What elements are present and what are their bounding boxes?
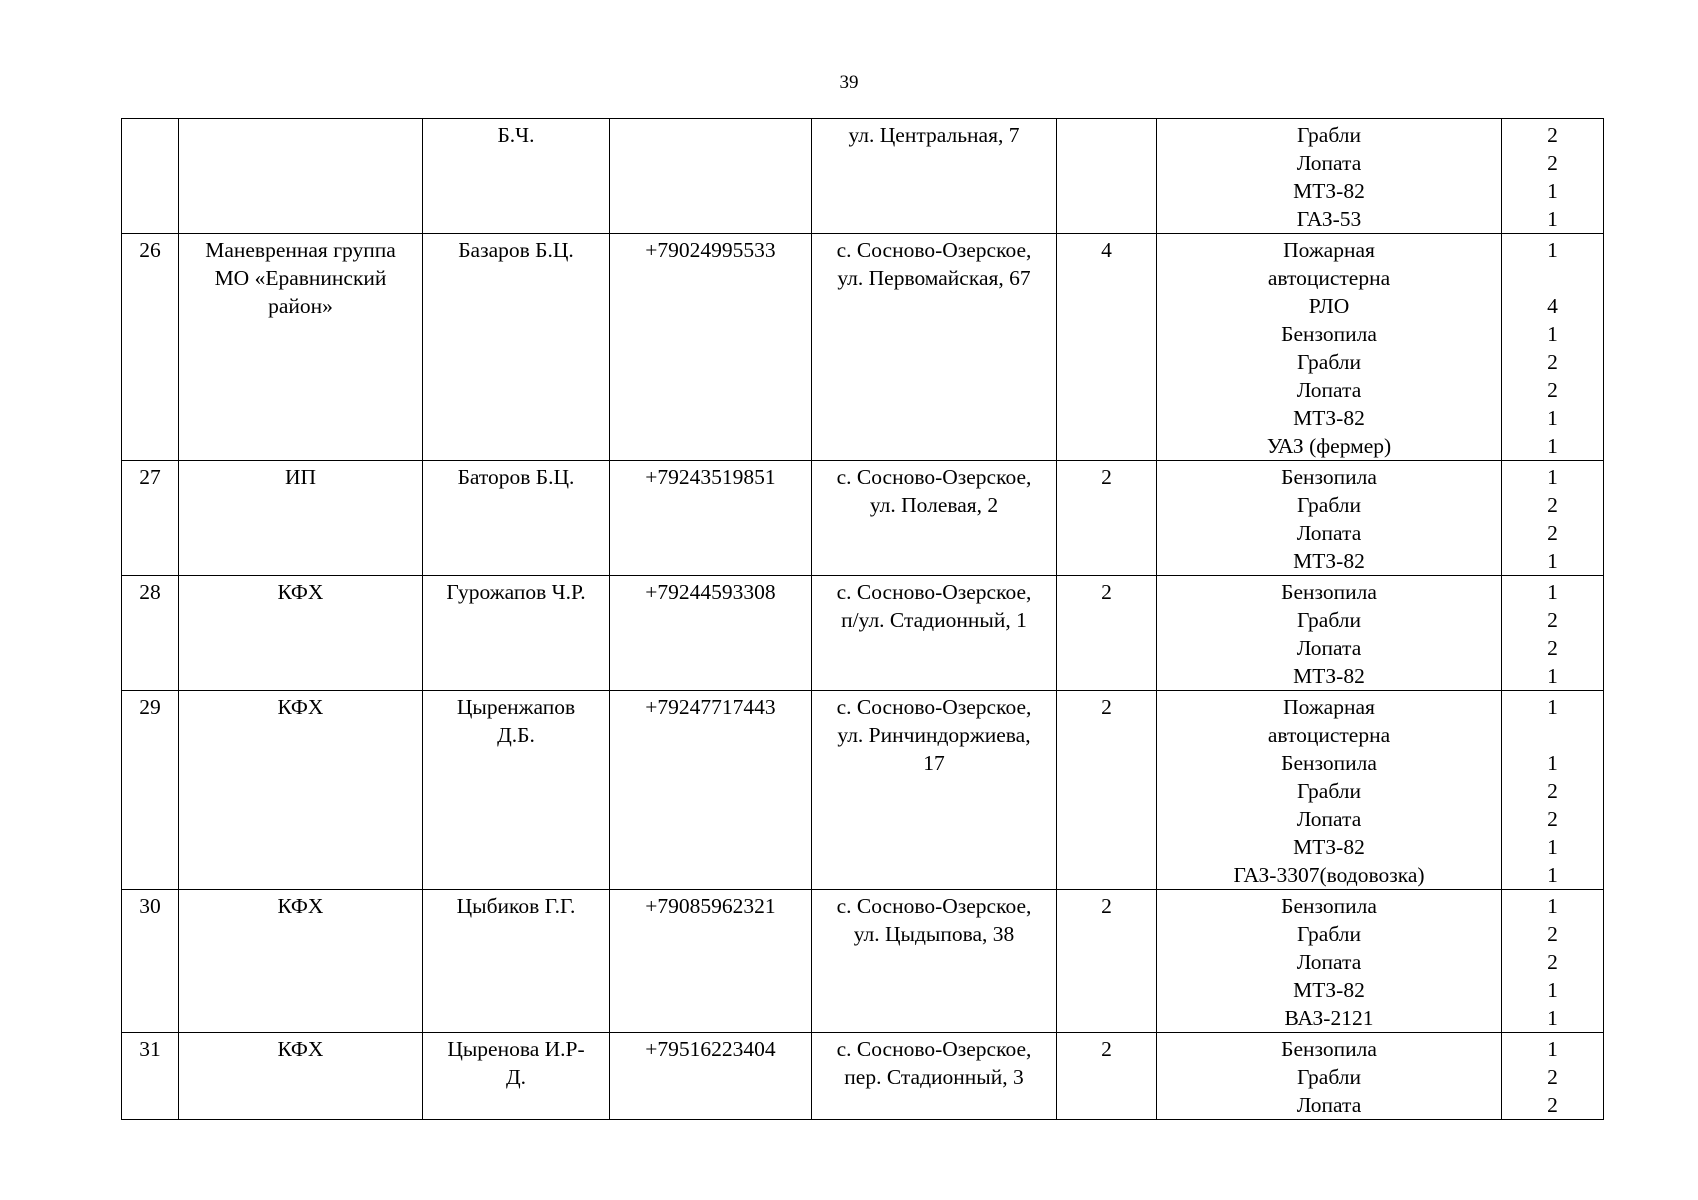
cell-equipment-line: Лопата [1296,807,1362,831]
cell-responsible-person-line: Цыренжапов [456,695,576,719]
cell-phone [610,461,812,576]
cell-quantity-line: 1 [1547,322,1558,346]
cell-phone [610,691,812,890]
cell-equipment [1157,234,1502,461]
cell-equipment-line: ВАЗ-2121 [1284,1006,1374,1030]
cell-address [812,1033,1057,1120]
cell-equipment-line: Грабли [1296,123,1361,147]
cell-address [812,119,1057,234]
cell-quantity-line: 1 [1547,580,1558,604]
cell-people-count-text: 2 [1101,1037,1112,1061]
cell-phone [610,119,812,234]
cell-quantity-line [1506,264,1599,292]
cell-quantity-line: 1 [1547,978,1558,1002]
cell-equipment-line: Лопата [1296,521,1362,545]
cell-quantity-line: 1 [1547,695,1558,719]
cell-quantity [1502,576,1604,691]
cell-organization [179,1033,423,1120]
cell-organization [179,461,423,576]
cell-quantity-line: 2 [1547,608,1558,632]
cell-organization-line: МО «Еравнинский [214,266,387,290]
cell-number [122,576,179,691]
cell-equipment-line: Лопата [1296,1093,1362,1117]
cell-equipment-line: автоцистерна [1267,266,1391,290]
cell-address-line: ул. Центральная, 7 [848,123,1020,147]
cell-address [812,890,1057,1033]
cell-organization [179,890,423,1033]
cell-equipment-line: Бензопила [1281,751,1377,775]
cell-organization [179,691,423,890]
cell-quantity-line: 1 [1547,179,1558,203]
cell-people-count [1057,234,1157,461]
cell-address-line: с. Сосново-Озерское, [836,580,1032,604]
cell-organization-line: КФХ [277,580,324,604]
cell-quantity-line: 2 [1547,521,1558,545]
cell-address-line: с. Сосново-Озерское, [836,465,1032,489]
cell-quantity-line: 1 [1547,1037,1558,1061]
cell-people-count [1057,691,1157,890]
cell-phone [610,890,812,1033]
cell-quantity-line: 1 [1547,238,1558,262]
cell-equipment-line: Грабли [1296,350,1361,374]
cell-equipment-line: МТЗ-82 [1293,664,1365,688]
cell-phone [610,576,812,691]
cell-quantity-line: 1 [1547,207,1558,231]
cell-equipment [1157,691,1502,890]
cell-quantity [1502,461,1604,576]
cell-equipment-line: РЛО [1308,294,1350,318]
cell-number [122,461,179,576]
cell-equipment [1157,1033,1502,1120]
cell-equipment-line: Грабли [1296,493,1361,517]
cell-people-count [1057,1033,1157,1120]
cell-people-count-text: 2 [1101,465,1112,489]
cell-quantity-line: 2 [1547,922,1558,946]
equipment-table [121,118,1604,1120]
cell-responsible-person-line: Б.Ч. [497,123,535,147]
table-row [122,1033,1604,1120]
cell-people-count-text: 2 [1101,894,1112,918]
cell-responsible-person [423,461,610,576]
cell-quantity-line: 1 [1547,894,1558,918]
cell-phone-text: +79516223404 [645,1037,776,1061]
cell-quantity-line: 1 [1547,434,1558,458]
cell-organization [179,234,423,461]
cell-organization-line: Маневренная группа [205,238,396,262]
cell-number [122,119,179,234]
table-row [122,461,1604,576]
page-number: 39 [839,72,859,93]
cell-organization-line: район» [268,294,333,318]
cell-quantity-line [1506,721,1599,749]
cell-people-count-text: 2 [1101,580,1112,604]
cell-quantity-line: 1 [1547,664,1558,688]
cell-quantity-line: 2 [1547,378,1558,402]
cell-quantity-line: 2 [1547,1065,1558,1089]
cell-responsible-person-line: Д.Б. [497,723,535,747]
cell-quantity-line: 1 [1547,835,1558,859]
table-body [122,119,1604,1120]
cell-address-line: ул. Ринчиндоржиева, [837,723,1031,747]
cell-equipment [1157,119,1502,234]
cell-responsible-person-line: Цыбиков Г.Г. [456,894,576,918]
cell-quantity-line: 2 [1547,350,1558,374]
cell-phone [610,234,812,461]
cell-quantity-line: 2 [1547,1093,1558,1117]
table-row [122,234,1604,461]
cell-quantity-line: 1 [1547,1006,1558,1030]
cell-responsible-person-line: Баторов Б.Ц. [457,465,575,489]
cell-quantity-line: 2 [1547,151,1558,175]
cell-quantity [1502,1033,1604,1120]
cell-address-line: с. Сосново-Озерское, [836,238,1032,262]
table-row [122,890,1604,1033]
cell-quantity-line: 2 [1547,950,1558,974]
cell-address [812,576,1057,691]
cell-phone-text: +79244593308 [645,580,776,604]
table-row [122,119,1604,234]
cell-responsible-person-line: Цыренова И.Р- [447,1037,585,1061]
cell-address-line: 17 [923,751,945,775]
cell-equipment [1157,461,1502,576]
cell-number-text: 26 [139,238,161,262]
table-row [122,691,1604,890]
cell-organization-line: КФХ [277,1037,324,1061]
cell-organization-line: КФХ [277,894,324,918]
cell-responsible-person-line: Д. [505,1065,527,1089]
cell-address-line: с. Сосново-Озерское, [836,1037,1032,1061]
cell-equipment-line: Грабли [1296,922,1361,946]
cell-equipment-line: Бензопила [1281,322,1377,346]
cell-equipment-line: Пожарная [1283,238,1375,262]
cell-address-line: п/ул. Стадионный, 1 [841,608,1027,632]
cell-number [122,234,179,461]
cell-people-count [1057,576,1157,691]
cell-quantity-line: 1 [1547,465,1558,489]
cell-equipment-line: ГАЗ-53 [1296,207,1362,231]
cell-number-text: 30 [139,894,161,918]
cell-phone-text: +79243519851 [645,465,776,489]
cell-responsible-person-line: Гурожапов Ч.Р. [446,580,586,604]
cell-equipment-line: МТЗ-82 [1293,835,1365,859]
cell-number [122,691,179,890]
cell-number [122,890,179,1033]
cell-quantity [1502,234,1604,461]
cell-responsible-person [423,234,610,461]
cell-equipment-line: МТЗ-82 [1293,179,1365,203]
cell-quantity-line: 1 [1547,751,1558,775]
cell-quantity-line: 2 [1547,807,1558,831]
cell-equipment-line: МТЗ-82 [1293,406,1365,430]
cell-equipment-line: Грабли [1296,608,1361,632]
cell-responsible-person-line: Базаров Б.Ц. [458,238,574,262]
cell-equipment-line: Грабли [1296,779,1361,803]
cell-number-text: 27 [139,465,161,489]
cell-responsible-person [423,890,610,1033]
cell-equipment-line: Бензопила [1281,580,1377,604]
cell-equipment-line: Лопата [1296,950,1362,974]
cell-address-line: ул. Первомайская, 67 [837,266,1031,290]
cell-address-line: ул. Полевая, 2 [869,493,999,517]
cell-address-line: ул. Цыдыпова, 38 [853,922,1015,946]
cell-quantity-line: 2 [1547,123,1558,147]
cell-quantity-line: 1 [1547,863,1558,887]
cell-equipment-line: УАЗ (фермер) [1266,434,1392,458]
cell-equipment-line: Пожарная [1283,695,1375,719]
cell-phone [610,1033,812,1120]
cell-quantity-line: 1 [1547,406,1558,430]
cell-organization-line: КФХ [277,695,324,719]
cell-quantity-line: 1 [1547,549,1558,573]
cell-equipment [1157,576,1502,691]
cell-equipment-line: автоцистерна [1267,723,1391,747]
cell-address-line: с. Сосново-Озерское, [836,894,1032,918]
cell-equipment-line: ГАЗ-3307(водовозка) [1233,863,1425,887]
cell-number-text: 31 [139,1037,161,1061]
cell-quantity [1502,119,1604,234]
cell-responsible-person [423,576,610,691]
cell-equipment-line: Грабли [1296,1065,1361,1089]
cell-organization-line: ИП [284,465,317,489]
cell-equipment-line: МТЗ-82 [1293,549,1365,573]
cell-people-count [1057,119,1157,234]
cell-phone-text: +79247717443 [645,695,776,719]
cell-quantity-line: 2 [1547,636,1558,660]
cell-responsible-person [423,119,610,234]
cell-people-count [1057,461,1157,576]
cell-organization [179,119,423,234]
cell-address [812,234,1057,461]
cell-equipment-line: Бензопила [1281,894,1377,918]
cell-number [122,1033,179,1120]
cell-address [812,461,1057,576]
cell-people-count-text: 2 [1101,695,1112,719]
cell-equipment-line: Бензопила [1281,465,1377,489]
cell-number-text: 28 [139,580,161,604]
cell-organization [179,576,423,691]
cell-responsible-person [423,691,610,890]
cell-equipment-line: Лопата [1296,378,1362,402]
cell-phone-text: +79085962321 [645,894,776,918]
cell-address-line: пер. Стадионный, 3 [844,1065,1024,1089]
cell-quantity [1502,890,1604,1033]
table-row [122,576,1604,691]
cell-quantity-line: 2 [1547,493,1558,517]
cell-responsible-person [423,1033,610,1120]
cell-quantity-line: 4 [1547,294,1558,318]
cell-people-count [1057,890,1157,1033]
cell-address-line: с. Сосново-Озерское, [836,695,1032,719]
cell-equipment-line: МТЗ-82 [1293,978,1365,1002]
cell-number-text: 29 [139,695,161,719]
cell-quantity-line: 2 [1547,779,1558,803]
cell-people-count-text: 4 [1101,238,1112,262]
cell-address [812,691,1057,890]
cell-equipment-line: Бензопила [1281,1037,1377,1061]
cell-phone-text: +79024995533 [645,238,776,262]
cell-equipment-line: Лопата [1296,636,1362,660]
cell-equipment-line: Лопата [1296,151,1362,175]
cell-quantity [1502,691,1604,890]
cell-equipment [1157,890,1502,1033]
